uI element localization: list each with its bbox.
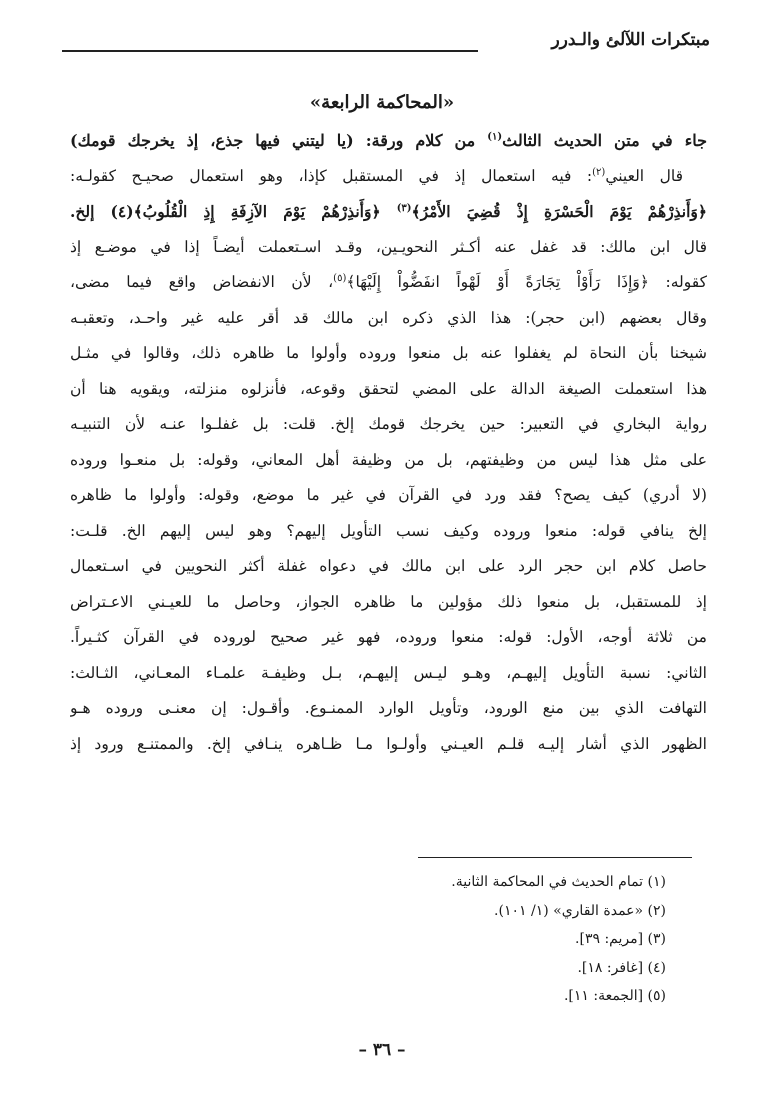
text-line: من ثلاثة أوجه، الأول: قوله: منعوا وروده، فهو غير صحيح لوروده في القرآن كثـيراً. [70, 628, 707, 646]
page-header [62, 30, 710, 64]
text-line: هذا استعملت الصيغة الدالة على المضي لتحقق وقوعه، فأنزلوه منزلته، ويقويه هنا أن [70, 379, 707, 398]
text-line: التهافت الذي بين منع الورود، وتأويل الوارد الممنـوع. وأقـول: إن معنـى وروده هـو [70, 699, 707, 717]
text-line: قال العيني$^{(٢)}$: فيه استعمال إذ في المستقبل كإذا، وهو استعمال صحيـح كقولـه: [70, 166, 684, 185]
text-line: الثاني: نسبة التأويل إليهـم، وهـو ليـس إليهـم، بـل وظيفـة علمـاء المعـاني، الثـالث: [70, 663, 707, 682]
footnote: (٣) [مريم: ٣٩]. [575, 931, 666, 947]
footnote: (٥) [الجمعة: ١١]. [563, 988, 666, 1004]
text-line: ﴿وَأَنذِرْهُمْ يَوْمَ الْحَسْرَةِ إِذْ قُضِيَ الأَمْرُ﴾$^{(٣)}$ ﴿وَأَنذِرْهُمْ يَوْمَ الآزِفَةِ إِذِ الْقُلُوبُ﴾(٤) إلخ. [70, 202, 707, 221]
text-line: (لا أدري) كيف يصح؟ فقد ورد في القرآن في غير ما موضع، وقوله: وأولوا ما ظاهره [70, 486, 707, 504]
text-line: إلخ ينافي قوله: منعوا وروده وكيف نسب التأويل إليهم؟ وهو ليس إليهم الخ. قلـت: [70, 521, 707, 540]
footnote: (٢) «عمدة القاري» (١/ ١٠١). [494, 902, 666, 919]
text-line: الظهور الذي أشار إليـه قلـم العيـني وأولـوا مـا ظـاهره ينـافي إلخ. والممتنـع ورود إذ [70, 734, 707, 753]
section-title: «المحاكمة الرابعة» [309, 92, 455, 113]
body-text [70, 123, 707, 762]
text-line: كقوله: ﴿وَإِذَا رَأَوْاْ تِجَارَةً أَوْ لَهْواً انفَضُّواْ إِلَيْهَا﴾$^{(٥)}$، لأن الانفضاض واقع فيما مضى، [70, 272, 707, 291]
footnote: (١) تمام الحديث في المحاكمة الثانية. [451, 874, 666, 890]
footnote: (٤) [غافر: ١٨]. [577, 959, 666, 976]
page-number: – ٣٦ – [358, 1040, 406, 1060]
footnotes [70, 868, 666, 1011]
footnote-rule [418, 857, 692, 858]
text-line: حاصل كلام ابن حجر الرد على ابن مالك في دعواه غفلة أكثر النحويين في اسـتعمال [70, 557, 707, 575]
text-line: جاء في متن الحديث الثالث$^{(١)}$ من كلام ورقة: (يا ليتني فيها جذع، إذ يخرجك قومك) [70, 131, 707, 150]
header-rule [62, 50, 478, 52]
text-line: قال ابن مالك: قد غفل عنه أكـثر النحويـين، وقـد اسـتعملت أيضـاً إذا في موضـع إذ [70, 237, 707, 256]
text-line: شيخنا بأن النحاة لم يغفلوا عنه بل منعوا وروده وأولوا ما ظاهره ذلك، وقالوا في مثـل [70, 344, 707, 362]
text-line: على مثل هذا ليس من وظيفتهم، بل من وظيفة أهل المعاني، وقوله: بل منعـوا وروده [70, 450, 707, 469]
running-head: مبتكرات اللآلئ والـدرر [551, 30, 710, 50]
text-line: رواية البخاري في التعبير: حين يخرجك قومك إلخ. قلت: بل غفلـوا عنـه لأن التنبيـه [70, 415, 707, 433]
text-line: إذ للمستقبل، بل منعوا ذلك مؤولين ما ظاهره الجواز، وحاصل ما للعيـني الاعـتراض [70, 592, 707, 611]
text-line: وقال بعضهم (ابن حجر): هذا الذي ذكره ابن مالك قد أقر عليه غير واحـد، وتعقبـه [70, 308, 707, 327]
